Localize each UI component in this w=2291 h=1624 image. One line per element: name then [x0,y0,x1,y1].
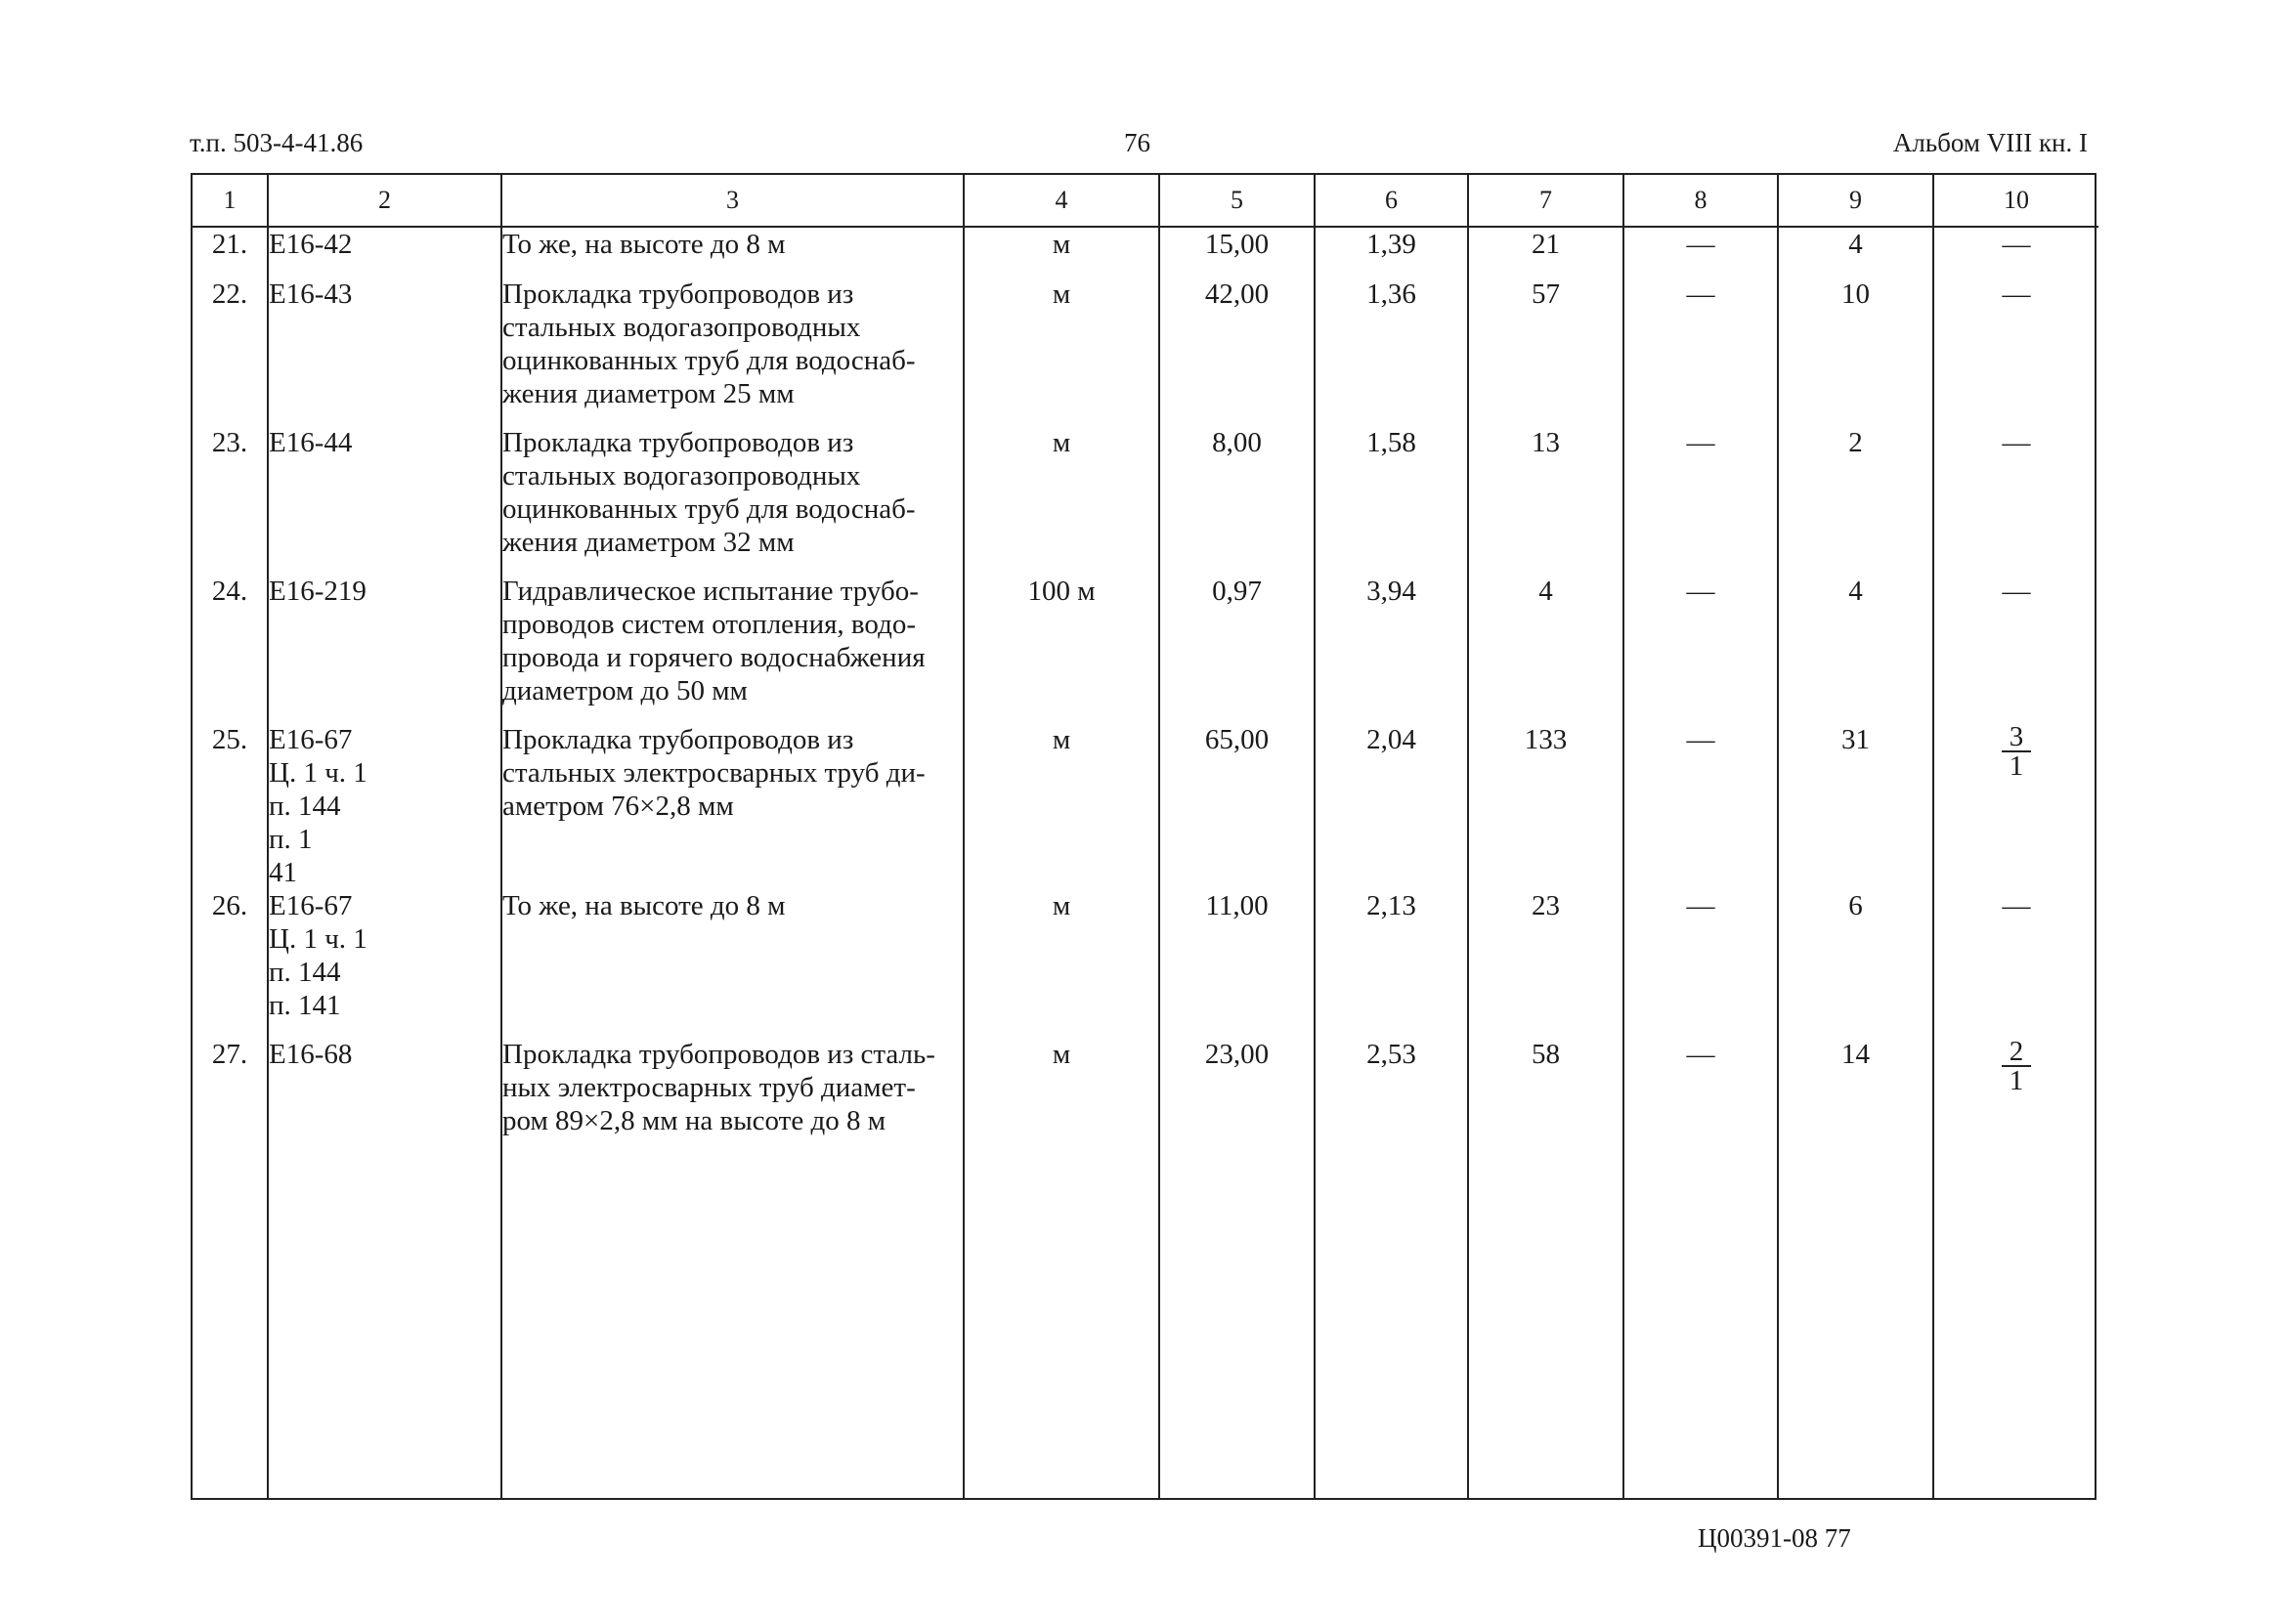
quantity: 0,97 [1159,575,1315,723]
norm-code-line: Е16-44 [269,427,353,458]
table-row [193,278,2098,426]
fraction-denominator: 1 [2009,750,2024,782]
total-cost: 133 [1468,723,1623,889]
unit-cost: 2,53 [1315,1038,1468,1186]
fraction-numerator: 3 [2002,723,2032,752]
description-line: оцинкованных труб для водоснаб- [502,493,916,525]
col-header: 9 [1778,175,1933,227]
norm-code [268,227,501,278]
work-description [501,575,964,723]
row-number: 25. [211,724,248,755]
row-number: 24. [211,576,248,607]
fraction-denominator: 1 [2009,1065,2024,1096]
column-number-row [193,175,2098,227]
col-header: 2 [268,175,501,227]
work-description [501,723,964,889]
work-description [501,1038,964,1186]
norm-code [268,278,501,426]
description-line: То же, на высоте до 8 м [502,890,786,921]
norm-code-line: п. 144 [269,791,341,822]
col-10-value [1933,1038,2098,1186]
norm-code-line: Е16-43 [269,278,353,310]
description-line: оцинкованных труб для водоснаб- [502,345,916,376]
table-row [193,723,2098,889]
description-line: аметром 76×2,8 мм [502,791,734,822]
estimate-table [193,175,2098,1498]
description-line: стальных водогазопроводных [502,460,861,491]
col-9-value: 31 [1778,723,1933,889]
norm-code [268,723,501,889]
col-8-value: — [1623,278,1778,426]
col-header: 5 [1159,175,1315,227]
col-header: 10 [1933,175,2098,227]
col-10-value: — [1933,889,2098,1038]
estimate-table-frame [191,173,2096,1500]
unit: м [964,426,1159,575]
col-10-value: — [1933,426,2098,575]
total-cost: 21 [1468,227,1623,278]
col-9-value: 10 [1778,278,1933,426]
description-line: жения диаметром 25 мм [502,378,795,409]
total-cost: 58 [1468,1038,1623,1186]
col-9-value: 14 [1778,1038,1933,1186]
description-line: ных электросварных труб диамет- [502,1072,916,1103]
row-number: 26. [211,890,248,921]
work-description [501,227,964,278]
unit: 100 м [964,575,1159,723]
unit: м [964,1038,1159,1186]
col-10-value: — [1933,575,2098,723]
row-number: 21. [211,229,248,260]
description-line: провода и горячего водоснабжения [502,642,926,673]
unit: м [964,889,1159,1038]
description-line: Прокладка трубопроводов из [502,724,854,755]
description-line: жения диаметром 32 мм [502,527,795,558]
norm-code [268,426,501,575]
page-number: 76 [1124,128,1150,157]
description-line: Прокладка трубопроводов из [502,427,854,458]
norm-code-line: п. 141 [269,990,341,1021]
description-line: проводов систем отопления, водо- [502,609,917,640]
quantity: 42,00 [1159,278,1315,426]
col-9-value: 2 [1778,426,1933,575]
empty-filler-row [193,1186,2098,1498]
row-number: 27. [211,1039,248,1070]
row-number: 22. [211,278,248,310]
work-description [501,426,964,575]
quantity: 11,00 [1159,889,1315,1038]
description-line: Гидравлическое испытание трубо- [502,576,919,607]
table-row [193,1038,2098,1186]
unit-cost: 1,36 [1315,278,1468,426]
col-9-value: 4 [1778,227,1933,278]
doc-designation: т.п. 503-4-41.86 [190,128,364,157]
total-cost: 13 [1468,426,1623,575]
work-description [501,278,964,426]
unit: м [964,278,1159,426]
total-cost: 23 [1468,889,1623,1038]
unit-cost: 2,13 [1315,889,1468,1038]
fraction-numerator: 2 [2002,1038,2032,1067]
description-line: Прокладка трубопроводов из [502,278,854,310]
norm-code-line: Е16-219 [269,576,367,607]
work-description [501,889,964,1038]
table-row [193,889,2098,1038]
unit: м [964,723,1159,889]
col-header: 3 [501,175,964,227]
norm-code-line: Ц. 1 ч. 1 [269,923,367,955]
col-8-value: — [1623,889,1778,1038]
norm-code-line: п. 1 [269,824,313,855]
col-8-value: — [1623,1038,1778,1186]
total-cost: 57 [1468,278,1623,426]
description-line: ром 89×2,8 мм на высоте до 8 м [502,1105,886,1136]
col-8-value: — [1623,227,1778,278]
col-header: 6 [1315,175,1468,227]
unit: м [964,227,1159,278]
unit-cost: 2,04 [1315,723,1468,889]
table-row [193,426,2098,575]
table-row [193,227,2098,278]
norm-code-line: Ц. 1 ч. 1 [269,757,367,789]
col-9-value: 6 [1778,889,1933,1038]
col-header: 1 [193,175,268,227]
album-label: Альбом VIII кн. I [1892,128,2088,157]
norm-code [268,889,501,1038]
description-line: Прокладка трубопроводов из сталь- [502,1039,935,1070]
unit-cost: 1,58 [1315,426,1468,575]
quantity: 65,00 [1159,723,1315,889]
col-9-value: 4 [1778,575,1933,723]
unit-cost: 3,94 [1315,575,1468,723]
norm-code-line: 41 [269,857,297,888]
table-row [193,575,2098,723]
fraction-value [2002,1038,2032,1094]
col-header: 8 [1623,175,1778,227]
norm-code-line: п. 144 [269,957,341,988]
quantity: 15,00 [1159,227,1315,278]
fraction-value [2002,723,2032,780]
col-10-value: — [1933,227,2098,278]
description-line: То же, на высоте до 8 м [502,229,786,260]
quantity: 8,00 [1159,426,1315,575]
norm-code-line: Е16-42 [269,229,353,260]
col-8-value: — [1623,575,1778,723]
description-line: стальных электросварных труб ди- [502,757,926,789]
document-code: Ц00391-08 77 [1698,1523,1851,1553]
norm-code-line: Е16-67 [269,724,353,755]
unit-cost: 1,39 [1315,227,1468,278]
col-8-value: — [1623,723,1778,889]
col-header: 4 [964,175,1159,227]
norm-code-line: Е16-68 [269,1039,353,1070]
total-cost: 4 [1468,575,1623,723]
col-10-value [1933,723,2098,889]
norm-code [268,1038,501,1186]
col-header: 7 [1468,175,1623,227]
description-line: стальных водогазопроводных [502,312,861,343]
row-number: 23. [211,427,248,458]
col-8-value: — [1623,426,1778,575]
col-10-value: — [1933,278,2098,426]
quantity: 23,00 [1159,1038,1315,1186]
norm-code-line: Е16-67 [269,890,353,921]
table-body [193,227,2098,1498]
description-line: диаметром до 50 мм [502,675,748,706]
norm-code [268,575,501,723]
